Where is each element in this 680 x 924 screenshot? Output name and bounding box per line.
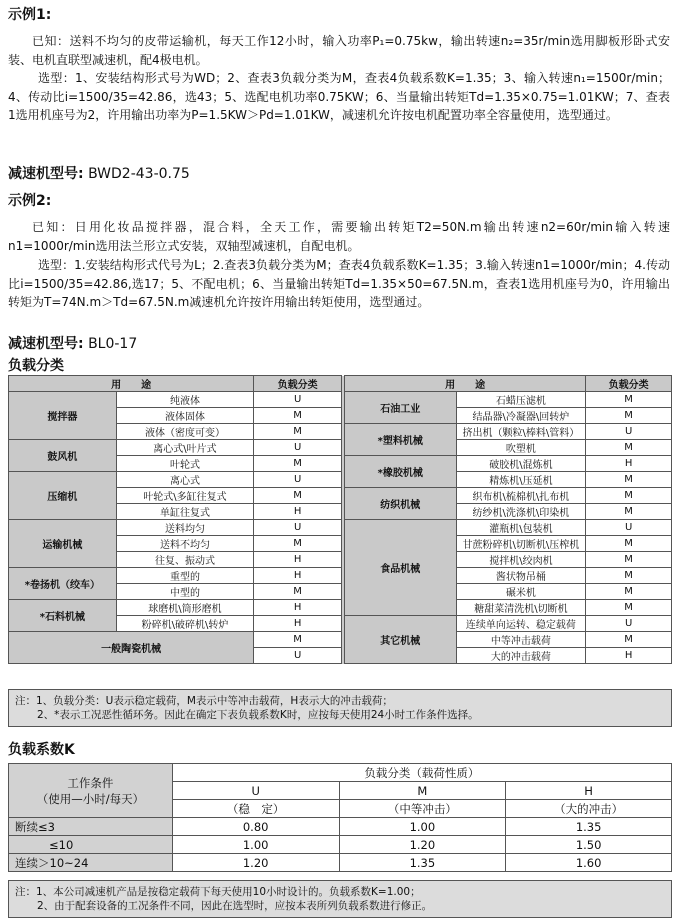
- class-cell: M: [586, 392, 672, 408]
- use-cell: 送料均匀: [116, 520, 254, 536]
- class-cell: M: [586, 488, 672, 504]
- use-cell: 织布机\梳棉机\扎布机: [456, 488, 586, 504]
- condition-cell: ≤10: [9, 836, 173, 854]
- note-line-2: 2、由于配套设备的工况条件不同，因此在选型时，应按本表所列负载系数进行修正。: [37, 900, 433, 912]
- model-value: BWD2-43-0.75: [88, 166, 190, 182]
- class-cell: M: [254, 424, 342, 440]
- note-line-1: 注：1、本公司减速机产品是按稳定载荷下每天使用10小时设计的。负载系数K=1.00；: [15, 886, 421, 898]
- category-cell: *塑料机械: [344, 424, 456, 456]
- class-cell: H: [254, 616, 342, 632]
- use-cell: 结晶器\冷凝器\回转炉: [456, 408, 586, 424]
- load-factor-table: [8, 763, 672, 872]
- class-cell: U: [586, 616, 672, 632]
- header-use: 用 途: [9, 376, 254, 392]
- example2-selection: 选型：1.安装结构形式代号为L；2.查表3负载分类为M；查表4负载系数K=1.35；3.输入转速n1=1000r/min；4.传动比i=1500/35=42.86,选17；5、不配电机；6、当量输出转矩Td=1.35×50=67.5N.m，查表1选用机座号为0，许用输出转矩为T=74N.m＞Td=67.5N.m减速机允许按许用输出转矩使用，选型通过。: [8, 258, 670, 309]
- use-cell: 纺纱机\洗涤机\印染机: [456, 504, 586, 520]
- class-cell: H: [254, 600, 342, 616]
- class-u: U: [172, 782, 339, 800]
- class-h-desc: （大的冲击）: [506, 800, 672, 818]
- use-cell: 离心式: [116, 472, 254, 488]
- value-cell: 1.35: [339, 854, 506, 872]
- table-header-row: [9, 764, 672, 782]
- class-cell: H: [254, 568, 342, 584]
- condition-cell: 连续＞10~24: [9, 854, 173, 872]
- table-row: [9, 600, 672, 616]
- class-group-header: 负载分类（载荷性质）: [172, 764, 671, 782]
- class-cell: M: [586, 568, 672, 584]
- use-cell: 球磨机\筒形磨机: [116, 600, 254, 616]
- table-row: [9, 818, 672, 836]
- model-label: 减速机型号:: [8, 336, 84, 352]
- table-row: [9, 632, 672, 648]
- category-cell: 压缩机: [9, 472, 117, 520]
- class-cell: H: [254, 552, 342, 568]
- example2-known: 已知：日用化妆品搅拌器，混合料，全天工作，需要输出转矩T2=50N.m输出转速n2=60r/min输入转速n1=1000r/min选用法兰形立式安装，双轴型减速机，自配电机。: [8, 220, 670, 253]
- class-cell: M: [254, 456, 342, 472]
- table-row: [9, 440, 672, 456]
- note-line-1: 注：1、负载分类：U表示稳定载荷，M表示中等冲击载荷，H表示大的冲击载荷；: [15, 695, 393, 707]
- use-cell: 吹塑机: [456, 440, 586, 456]
- class-cell: U: [586, 520, 672, 536]
- use-cell: 往复、振动式: [116, 552, 254, 568]
- condition-header: [9, 764, 173, 818]
- load-classification-table: [8, 375, 672, 664]
- use-cell: 石蜡压滤机: [456, 392, 586, 408]
- class-cell: M: [586, 552, 672, 568]
- k-table-title: 负载系数K: [8, 742, 75, 758]
- class-cell: U: [254, 440, 342, 456]
- condition-cell: 断续≤3: [9, 818, 173, 836]
- class-cell: H: [254, 504, 342, 520]
- class-cell: M: [586, 408, 672, 424]
- class-cell: U: [586, 424, 672, 440]
- use-cell: 搅拌机\绞肉机: [456, 552, 586, 568]
- value-cell: 1.20: [339, 836, 506, 854]
- class-cell: U: [254, 472, 342, 488]
- category-cell: 运输机械: [9, 520, 117, 568]
- table-row: [9, 472, 672, 488]
- class-cell: M: [254, 632, 342, 648]
- use-cell: 液体固体: [116, 408, 254, 424]
- class-cell: M: [586, 584, 672, 600]
- use-cell: 粉碎机\破碎机\转炉: [116, 616, 254, 632]
- value-cell: 1.00: [172, 836, 339, 854]
- class-u-desc: （稳 定）: [172, 800, 339, 818]
- use-cell: 液体（密度可变）: [116, 424, 254, 440]
- category-cell: *橡胶机械: [344, 456, 456, 488]
- class-cell: U: [254, 648, 342, 664]
- value-cell: 1.00: [339, 818, 506, 836]
- table-row: [9, 854, 672, 872]
- use-cell: 叶轮式\多缸往复式: [116, 488, 254, 504]
- class-cell: M: [254, 584, 342, 600]
- example1-model: [8, 163, 190, 183]
- class-cell: H: [586, 648, 672, 664]
- category-cell: *石料机械: [9, 600, 117, 632]
- category-cell: 一般陶瓷机械: [9, 632, 254, 664]
- header-class: 负载分类: [254, 376, 342, 392]
- header-class: 负载分类: [586, 376, 672, 392]
- class-cell: M: [254, 488, 342, 504]
- class-m: M: [339, 782, 506, 800]
- class-cell: U: [254, 520, 342, 536]
- category-cell: 其它机械: [344, 616, 456, 664]
- value-cell: 0.80: [172, 818, 339, 836]
- load-table-note: [8, 689, 672, 727]
- header-use: 用 途: [344, 376, 585, 392]
- use-cell: 重型的: [116, 568, 254, 584]
- example1-title: 示例1:: [8, 7, 52, 23]
- load-table-title: 负载分类: [8, 358, 64, 374]
- class-m-desc: （中等冲击）: [339, 800, 506, 818]
- example1-selection: 选型：1、安装结构形式号为WD；2、查表3负载分类为M，查表4负载系数K=1.35；3、输入转速n₁=1500r/min；4、传动比i=1500/35=42.86，选43；5、选配电机功率0.75KW；6、当量输出转矩Td=1.35×0.75=1.01KW；7、查表1选用机座号为2，许用输出功率为P=1.5KW＞Pd=1.01KW，减速机允许按电机配置功率全容量使用，选型通过。: [8, 71, 670, 122]
- category-cell: 搅拌器: [9, 392, 117, 440]
- table-header-row: [9, 376, 672, 392]
- class-cell: M: [586, 440, 672, 456]
- table-row: [9, 392, 672, 408]
- class-cell: M: [586, 536, 672, 552]
- category-cell: *卷扬机（绞车）: [9, 568, 117, 600]
- condition-sub-label: （使用—小时/每天）: [36, 791, 145, 806]
- use-cell: 连续单向运转、稳定载荷: [456, 616, 586, 632]
- condition-label: 工作条件: [67, 775, 114, 790]
- class-cell: M: [586, 632, 672, 648]
- category-cell: 鼓风机: [9, 440, 117, 472]
- use-cell: 糖甜菜清洗机\切断机: [456, 600, 586, 616]
- model-value: BL0-17: [88, 336, 138, 352]
- note-line-2: 2、*表示工况恶性循环务。因此在确定下表负载系数K时，应按每天使用24小时工作条件选择。: [37, 709, 479, 721]
- class-cell: M: [586, 472, 672, 488]
- use-cell: 大的冲击载荷: [456, 648, 586, 664]
- class-cell: U: [254, 392, 342, 408]
- value-cell: 1.20: [172, 854, 339, 872]
- use-cell: 甘蔗粉碎机\切断机\压榨机: [456, 536, 586, 552]
- category-cell: 食品机械: [344, 520, 456, 616]
- use-cell: 破胶机\混炼机: [456, 456, 586, 472]
- example2-model: [8, 333, 137, 353]
- model-label: 减速机型号:: [8, 166, 84, 182]
- use-cell: 精炼机\压延机: [456, 472, 586, 488]
- use-cell: 碾米机: [456, 584, 586, 600]
- class-cell: M: [586, 600, 672, 616]
- value-cell: 1.60: [506, 854, 672, 872]
- use-cell: 灌瓶机\包装机: [456, 520, 586, 536]
- class-cell: M: [254, 536, 342, 552]
- class-cell: M: [254, 408, 342, 424]
- value-cell: 1.50: [506, 836, 672, 854]
- use-cell: 离心式\叶片式: [116, 440, 254, 456]
- table-row: [9, 836, 672, 854]
- class-cell: M: [586, 504, 672, 520]
- use-cell: 叶轮式: [116, 456, 254, 472]
- use-cell: 送料不均匀: [116, 536, 254, 552]
- k-table-note: [8, 880, 672, 918]
- table-row: [9, 568, 672, 584]
- use-cell: 酱状物吊桶: [456, 568, 586, 584]
- use-cell: 单缸往复式: [116, 504, 254, 520]
- class-cell: H: [586, 456, 672, 472]
- example1-known: 已知：送料不均匀的皮带运输机，每天工作12小时，输入功率P₁=0.75kw，输出转速n₂=35r/min选用脚板形卧式安装、电机直联型减速机，配4极电机。: [8, 34, 670, 67]
- category-cell: 石油工业: [344, 392, 456, 424]
- example2-title: 示例2:: [8, 193, 52, 209]
- class-h: H: [506, 782, 672, 800]
- use-cell: 挤出机（颗粒\棒料\管料）: [456, 424, 586, 440]
- category-cell: 纺织机械: [344, 488, 456, 520]
- table-row: [9, 520, 672, 536]
- value-cell: 1.35: [506, 818, 672, 836]
- use-cell: 纯液体: [116, 392, 254, 408]
- use-cell: 中等冲击载荷: [456, 632, 586, 648]
- use-cell: 中型的: [116, 584, 254, 600]
